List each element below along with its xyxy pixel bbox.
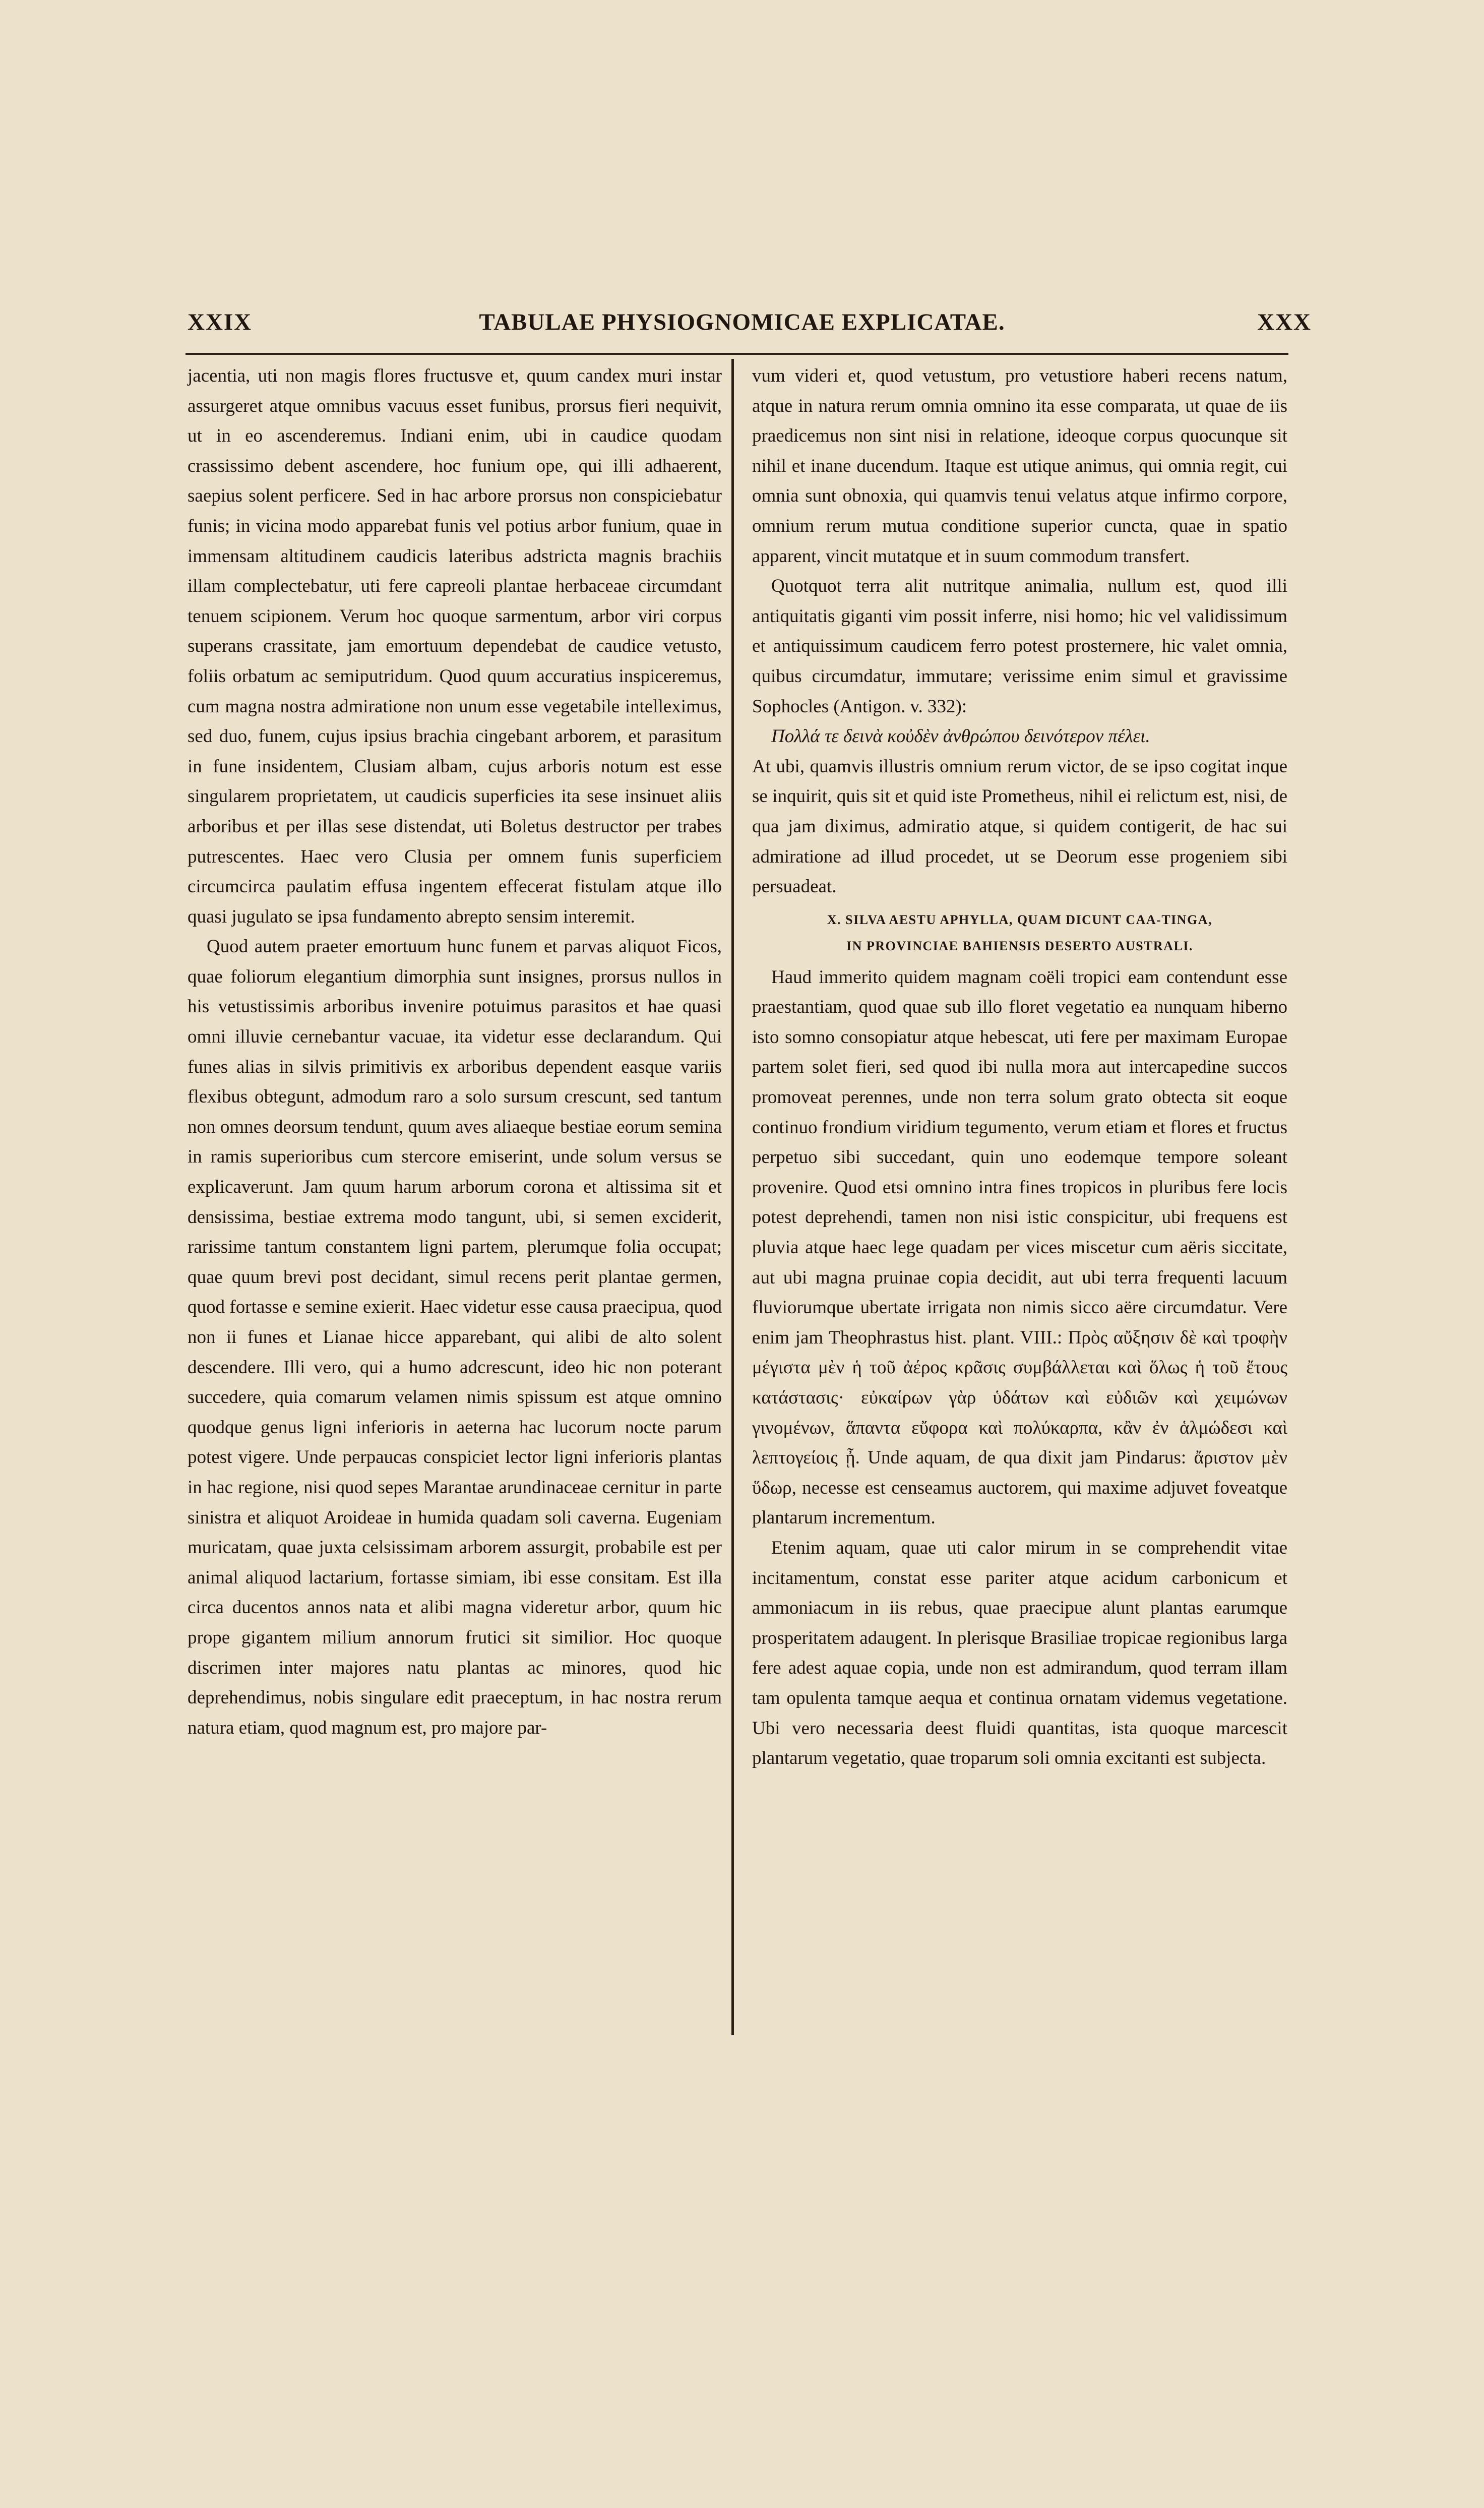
section-heading-line: IN PROVINCIAE BAHIENSIS DESERTO AUSTRALI.	[846, 938, 1193, 953]
folio-number-right: XXX	[1257, 309, 1312, 335]
right-column	[752, 361, 1287, 1773]
paragraph: Haud immerito quidem magnam coëli tropici eam contendunt esse praestantiam, quod quae sub illo floret vegetatio ea nunquam hiberno isto somno consopiatur atque hebescat, uti fere per maximam Europae partem solet fieri, sed quod ibi nulla mora aut intercapedine succos promoveat perennes, unde non terra solum grato obtecta sit eoque continuo frondium viridium tegumento, verum etiam et flores et fructus perpetuo sibi succedant, quin uno eodemque tempore soleant provenire. Quod etsi omnino intra fines tropicos in pluribus fere locis potest deprehendi, tamen non nisi istic conspicitur, ubi frequens est pluvia atque haec lege quadam per vices miscetur cum aëris siccitate, aut ubi magna pruinae copia decidit, aut ubi terra frequenti lacuum fluviorumque ubertate irrigata non nimis sicco aëre circumdatur. Vere enim jam Theophrastus hist. plant. VIII.: Πρὸς αὔξησιν δὲ καὶ τροφὴν μέγιστα μὲν ἡ τοῦ ἀέρος κρᾶσις συμβάλλεται καὶ ὅλως ἡ τοῦ ἔτους κατάστασις· εὐκαίρων γὰρ ὑδάτων καὶ εὐδιῶν καὶ χειμώνων γινομένων, ἅπαντα εὔφορα καὶ πολύκαρπα, κἂν ἐν ἁλμώδεσι καὶ λεπτογείοις ᾖ. Unde aquam, de qua dixit jam Pindarus: ἄριστον μὲν ὕδωρ, necesse est censeamus auctorem, qui maxime adjuvet foveatque plantarum incrementum.	[752, 966, 1287, 1528]
paragraph: jacentia, uti non magis flores fructusve et, quum candex muri instar assurgeret atque omnibus vacuus esset funibus, prorsus fieri nequivit, ut in eo ascenderemus. Indiani enim, ubi in caudice quodam crassissimo debent ascendere, hoc funium ope, qui illi adhaerent, saepius solent perficere. Sed in hac arbore prorsus non conspiciebatur funis; in vicina modo apparebat funis vel potius arbor funium, quae in immensam altitudinem caudicis lateribus adstricta magnis brachiis illam complectebatur, uti fere capreoli plantae herbaceae circumdant tenuem scipionem. Verum hoc quoque sarmentum, arbor viri corpus superans crassitate, jam emortuum dependebat de caudice vetusto, foliis orbatum ac semiputridum. Quod quum accuratius inspiceremus, cum magna nostra admiratione non unum esse vegetabile intelleximus, sed duo, funem, cujus ipsius brachia cingebant arborem, et parasitum in fune insidentem, Clusiam albam, cujus arboris notum est esse singularem proprietatem, ut caudicis superficies ita sese insinuet aliis arboribus et per illas sese distendat, uti Boletus destructor per trabes putrescentes. Haec vero Clusia per omnem funis superficiem circumcirca paulatim effusa ingentem effecerat fistulam atque illo quasi jugulato se ipsa fundamento abrepto sensim interemit.	[188, 365, 722, 927]
paragraph: Quod autem praeter emortuum hunc funem et parvas aliquot Ficos, quae foliorum elegantium dimorphia sunt insignes, prorsus nullos in his vetustissimis arboribus invenire potuimus parasitos et hae quasi omni illuvie cernebantur vacuae, ita videtur esse declarandum. Qui funes alias in silvis primitivis ex arboribus dependent easque variis flexibus obtegunt, admodum raro a solo sursum crescunt, sed tantum non omnes deorsum tendunt, quum aves aliaeque bestiae eorum semina in ramis superioribus cum stercore emiserint, unde solum versus se explicaverunt. Jam quum harum arborum corona et altissima sit et densissima, bestiae extrema modo tangunt, ubi, si semen exciderit, rarissime tantum constantem ligni partem, plerumque folia occupat; quae quum brevi post decidant, simul recens perit plantae germen, quod fortasse e semine exierit. Haec videtur esse causa praecipua, quod non ii funes et Lianae hicce apparebant, qui alibi de alto solent descendere. Illi vero, qui a humo adcrescunt, ideo hic non poterant succedere, quia comarum velamen nimis spissum est atque omnino quodque genus ligni inferioris in aeterna hac lucorum nocte parum potest vigere. Unde perpaucas conspiciet lector ligni inferioris plantas in hac regione, nisi quod sepes Marantae arundinaceae cernitur in parte sinistra et aliquot Aroideae in humida quadam soli caverna. Eugeniam muricatam, quae juxta celsissimam arborem assurgit, probabile est per animal aliquod lactarium, fortasse simiam, ibi esse consitam. Est illa circa ducentos annos nata et alibi magna videretur arbor, quum hic prope gigantem milium annorum frutici sit similior. Hoc quoque discrimen inter majores natu plantas ac minores, quod hic deprehendimus, nobis singulare edit praeceptum, in hac nostra rerum natura etiam, quod magnum est, pro majore par-	[188, 936, 722, 1738]
paragraph: Etenim aquam, quae uti calor mirum in se comprehendit vitae incitamentum, constat esse pariter atque acidum carbonicum et ammoniacum in iis rebus, quae praecipue alunt plantas earumque prosperitatem adaugent. In plerisque Brasiliae tropicae regionibus larga fere adest aquae copia, unde non est admirandum, quod terram illam tam opulenta tamque aequa et continua ornatam videmus vegetatione. Ubi vero necessaria deest fluidi quantitas, ista quoque marcescit plantarum vegetatio, quae troparum soli omnia excitanti est subjecta.	[752, 1537, 1287, 1769]
paragraph: Quotquot terra alit nutritque animalia, nullum est, quod illi antiquitatis giganti vim possit inferre, nisi homo; hic vel validissimum et antiquissimum caudicem ferro potest prosternere, hic valet omnia, quibus circumdatur, immutare; verissime enim simul et gravissime Sophocles (Antigon. v. 332):	[752, 576, 1287, 717]
left-column	[188, 361, 722, 1743]
paragraph: vum videri et, quod vetustum, pro vetustiore haberi recens natum, atque in natura rerum omnia omnino ita esse comparata, ut quae de iis praedicemus non sint nisi in relatione, ideoque corpus quocunque sit nihil et inane ducendum. Itaque est utique animus, qui omnia regit, cui omnia sunt obnoxia, qui quamvis tenui velatus atque infirmo corpore, omnium rerum mutua conditione superior cuncta, quae in spatio apparent, vincit mutatque et in suum commodum transfert.	[752, 365, 1287, 567]
folio-number-left: XXIX	[188, 309, 253, 335]
page-header	[0, 309, 1484, 349]
paragraph: At ubi, quamvis illustris omnium rerum victor, de se ipso cogitat inque se inquirit, quis sit et quid iste Prometheus, nihil ei relictum est, nisi, de qua jam diximus, admiratio atque, si quidem contigerit, de hac sui admiratione ad illud procedet, ut se Deorum esse progeniem sibi persuadeat.	[752, 756, 1287, 897]
column-divider	[731, 359, 734, 2035]
greek-quotation: Πολλά τε δεινὰ κοὐδὲν ἀνθρώπου δεινότερον πέλει.	[771, 726, 1150, 747]
header-rule	[186, 353, 1288, 355]
section-heading-line: X. SILVA AESTU APHYLLA, QUAM DICUNT CAA-TINGA,	[827, 912, 1213, 927]
section-heading	[752, 907, 1287, 959]
running-title: TABULAE PHYSIOGNOMICAE EXPLICATAE.	[479, 309, 1005, 335]
